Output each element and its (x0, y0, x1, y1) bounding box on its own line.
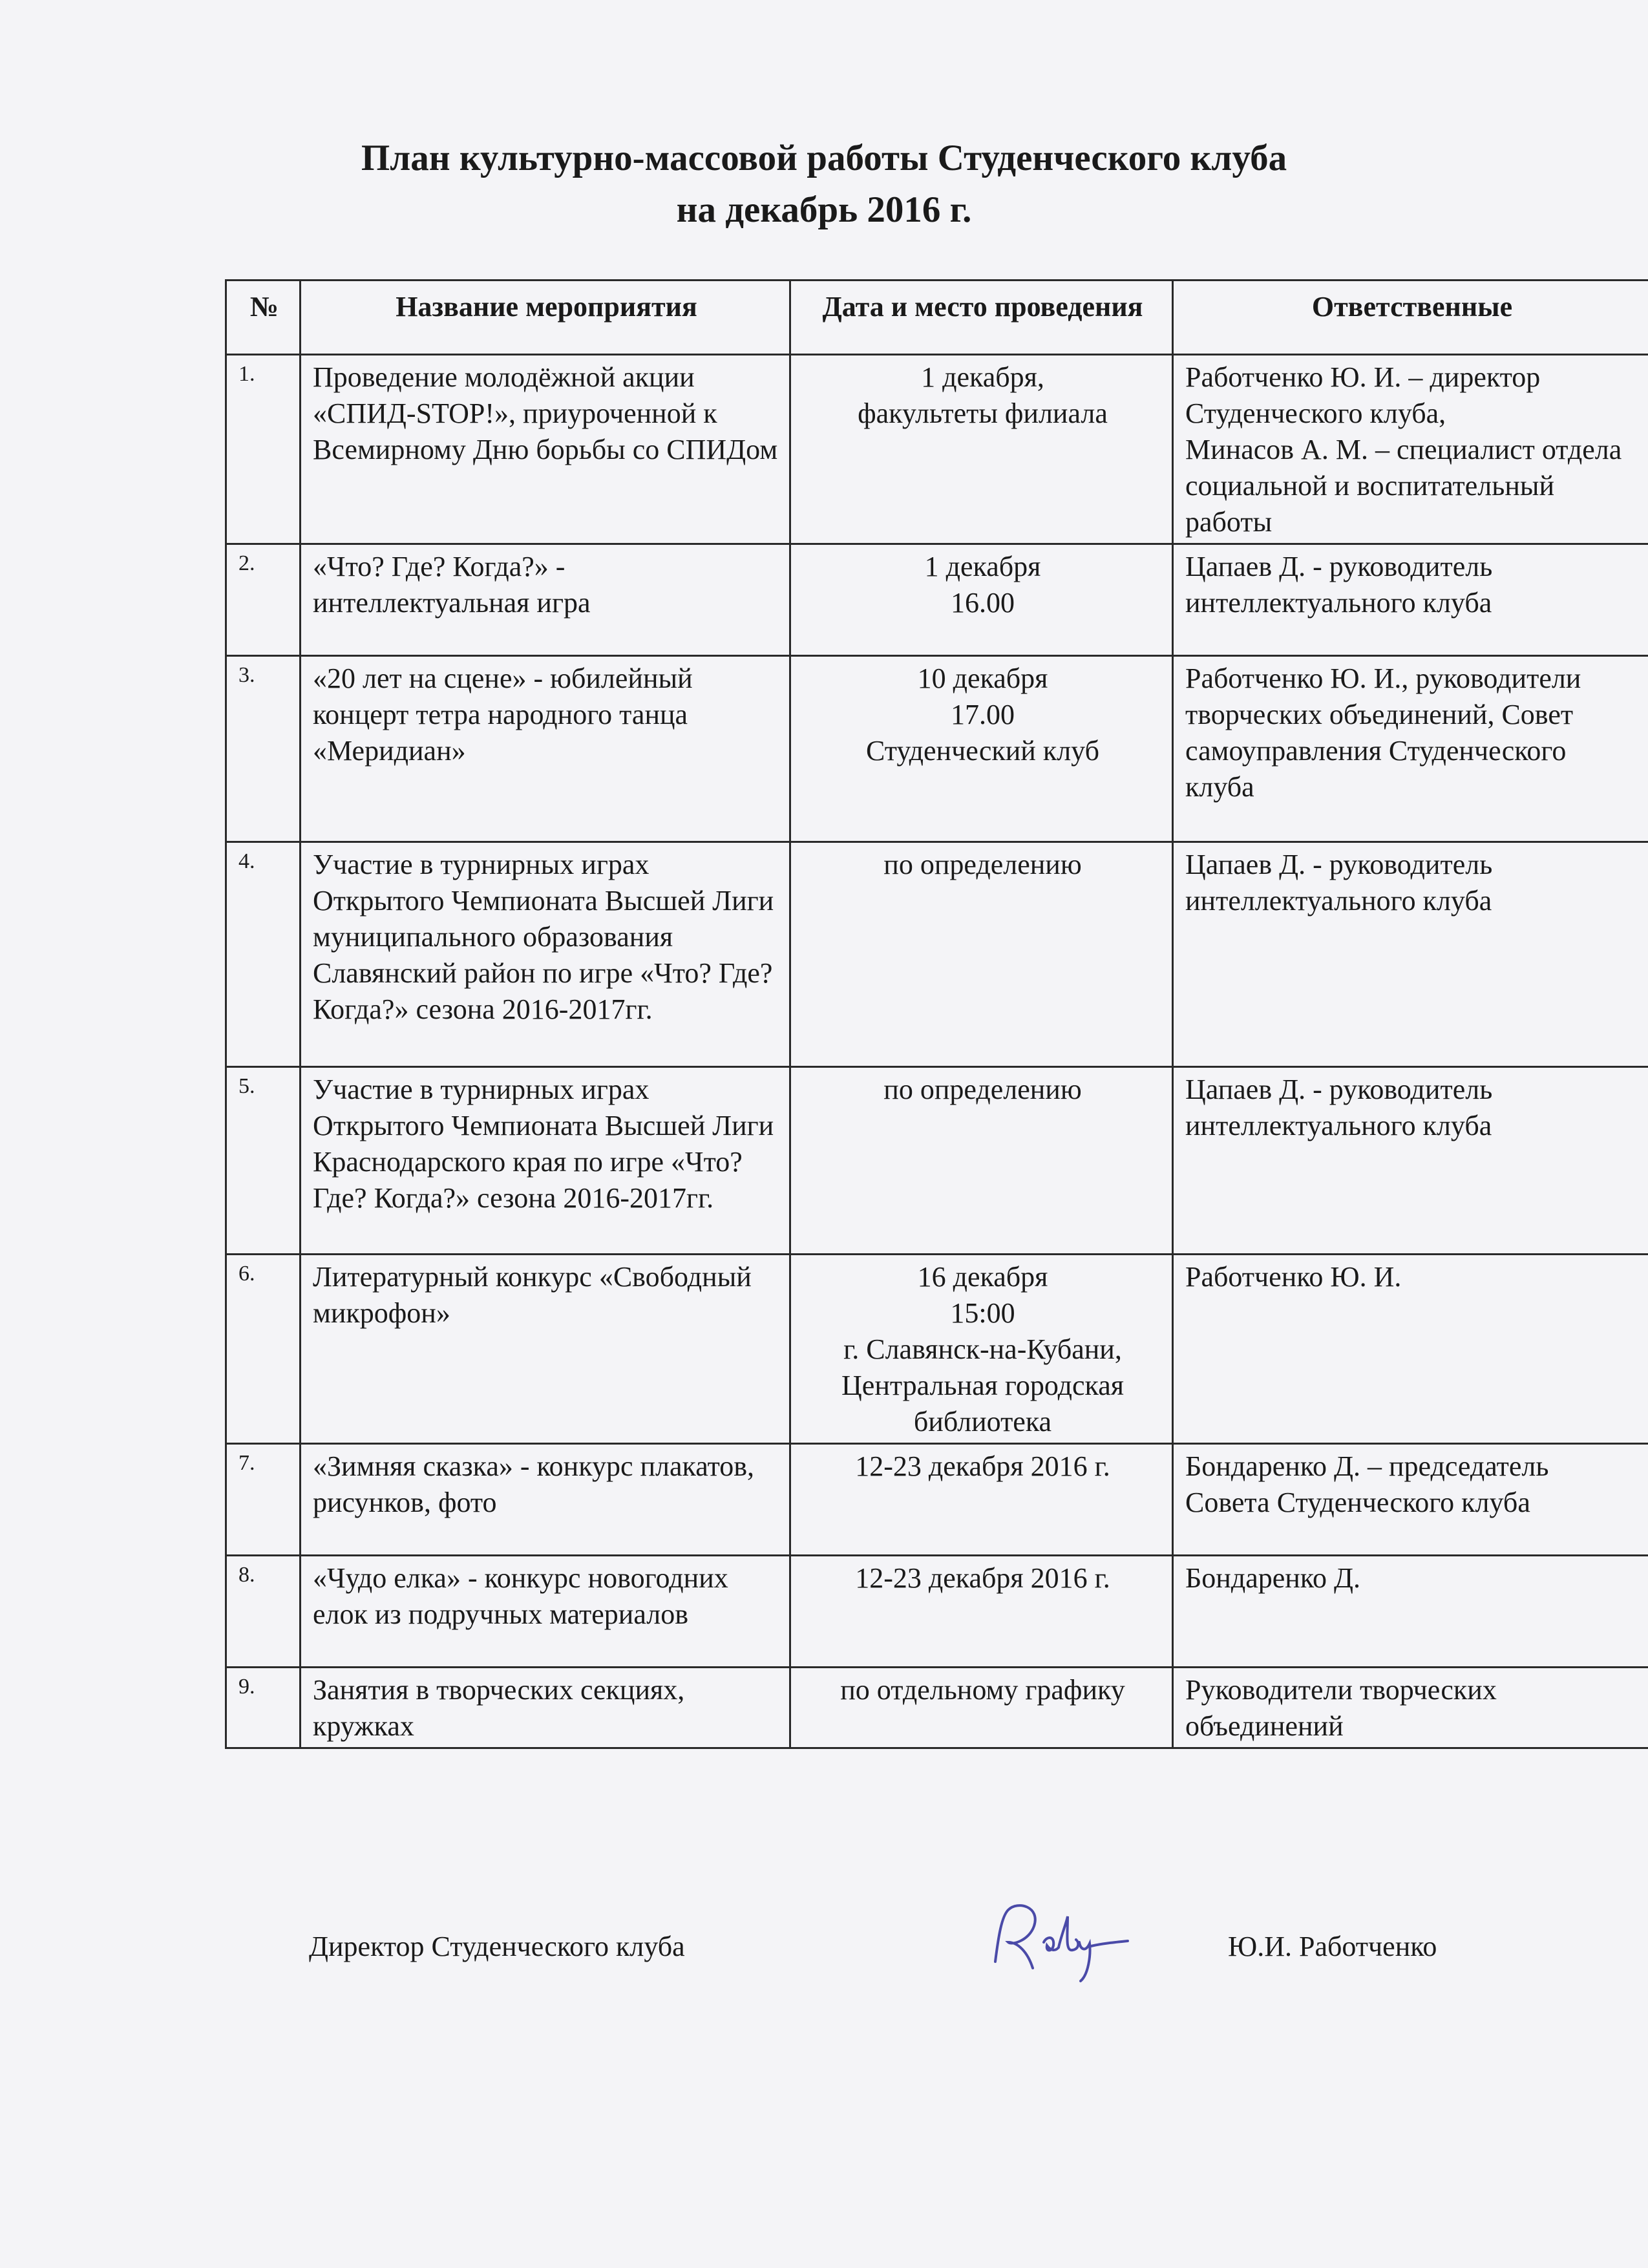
event-date-place: 1 декабря, факультеты филиала (790, 355, 1173, 544)
event-name: Литературный конкурс «Свободный микрофон» (301, 1255, 790, 1444)
event-responsible: Цапаев Д. - руководитель интеллектуального клуба (1173, 842, 1648, 1067)
table-row (226, 842, 1648, 1067)
table-row (226, 1067, 1648, 1255)
event-date-place: по отдельному графику (790, 1668, 1173, 1748)
signatory-position: Директор Студенческого клуба (309, 1931, 685, 1962)
header-event-name: Название мероприятия (301, 281, 790, 355)
row-number: 5. (226, 1067, 301, 1255)
event-name: «Зимняя сказка» - конкурс плакатов, рисунков, фото (301, 1444, 790, 1556)
row-number: 3. (226, 656, 301, 842)
header-number: № (226, 281, 301, 355)
event-name: «Что? Где? Когда?» - интеллектуальная игра (301, 544, 790, 656)
event-date-place: по определению (790, 842, 1173, 1067)
title-line-2: на декабрь 2016 г. (676, 189, 972, 230)
event-date-place: 10 декабря 17.00 Студенческий клуб (790, 656, 1173, 842)
event-responsible: Руководители творческих объединений (1173, 1668, 1648, 1748)
event-date-place: по определению (790, 1067, 1173, 1255)
table-row (226, 355, 1648, 544)
title-line-1: План культурно-массовой работы Студенческого клуба (361, 138, 1287, 178)
event-date-place: 12-23 декабря 2016 г. (790, 1444, 1173, 1556)
event-responsible: Работченко Ю. И., руководители творческих объединений, Совет самоуправления Студенческого клуба (1173, 656, 1648, 842)
events-table (225, 279, 1648, 1749)
table-row (226, 656, 1648, 842)
page-title (0, 132, 1648, 236)
row-number: 2. (226, 544, 301, 656)
event-name: «20 лет на сцене» - юбилейный концерт тетра народного танца «Меридиан» (301, 656, 790, 842)
row-number: 8. (226, 1556, 301, 1668)
table-row (226, 1444, 1648, 1556)
table-row (226, 1255, 1648, 1444)
header-responsible: Ответственные (1173, 281, 1648, 355)
table-row (226, 1668, 1648, 1748)
row-number: 1. (226, 355, 301, 544)
event-name: «Чудо елка» - конкурс новогодних елок из подручных материалов (301, 1556, 790, 1668)
row-number: 6. (226, 1255, 301, 1444)
row-number: 9. (226, 1668, 301, 1748)
event-responsible: Цапаев Д. - руководитель интеллектуального клуба (1173, 544, 1648, 656)
event-name: Участие в турнирных играх Открытого Чемпионата Высшей Лиги муниципального образования Славянский район по игре «Что? Где? Когда?» сезона 2016-2017гг. (301, 842, 790, 1067)
event-date-place: 1 декабря 16.00 (790, 544, 1173, 656)
signatory-name: Ю.И. Работченко (1228, 1931, 1437, 1962)
table-row (226, 544, 1648, 656)
event-responsible: Бондаренко Д. (1173, 1556, 1648, 1668)
event-name: Участие в турнирных играх Открытого Чемпионата Высшей Лиги Краснодарского края по игре «Что? Где? Когда?» сезона 2016-2017гг. (301, 1067, 790, 1255)
table-row (226, 1556, 1648, 1668)
table-header-row (226, 281, 1648, 355)
row-number: 7. (226, 1444, 301, 1556)
event-date-place: 12-23 декабря 2016 г. (790, 1556, 1173, 1668)
event-responsible: Цапаев Д. - руководитель интеллектуального клуба (1173, 1067, 1648, 1255)
event-responsible: Работченко Ю. И. (1173, 1255, 1648, 1444)
header-date-place: Дата и место проведения (790, 281, 1173, 355)
event-responsible: Работченко Ю. И. – директор Студенческого клуба, Минасов А. М. – специалист отдела социальной и воспитательный работы (1173, 355, 1648, 544)
handwritten-signature-icon (982, 1891, 1131, 1987)
event-name: Занятия в творческих секциях, кружках (301, 1668, 790, 1748)
event-date-place: 16 декабря 15:00 г. Славянск-на-Кубани, Центральная городская библиотека (790, 1255, 1173, 1444)
row-number: 4. (226, 842, 301, 1067)
event-responsible: Бондаренко Д. – председатель Совета Студенческого клуба (1173, 1444, 1648, 1556)
event-name: Проведение молодёжной акции «СПИД-STOP!», приуроченной к Всемирному Дню борьбы со СПИДом (301, 355, 790, 544)
